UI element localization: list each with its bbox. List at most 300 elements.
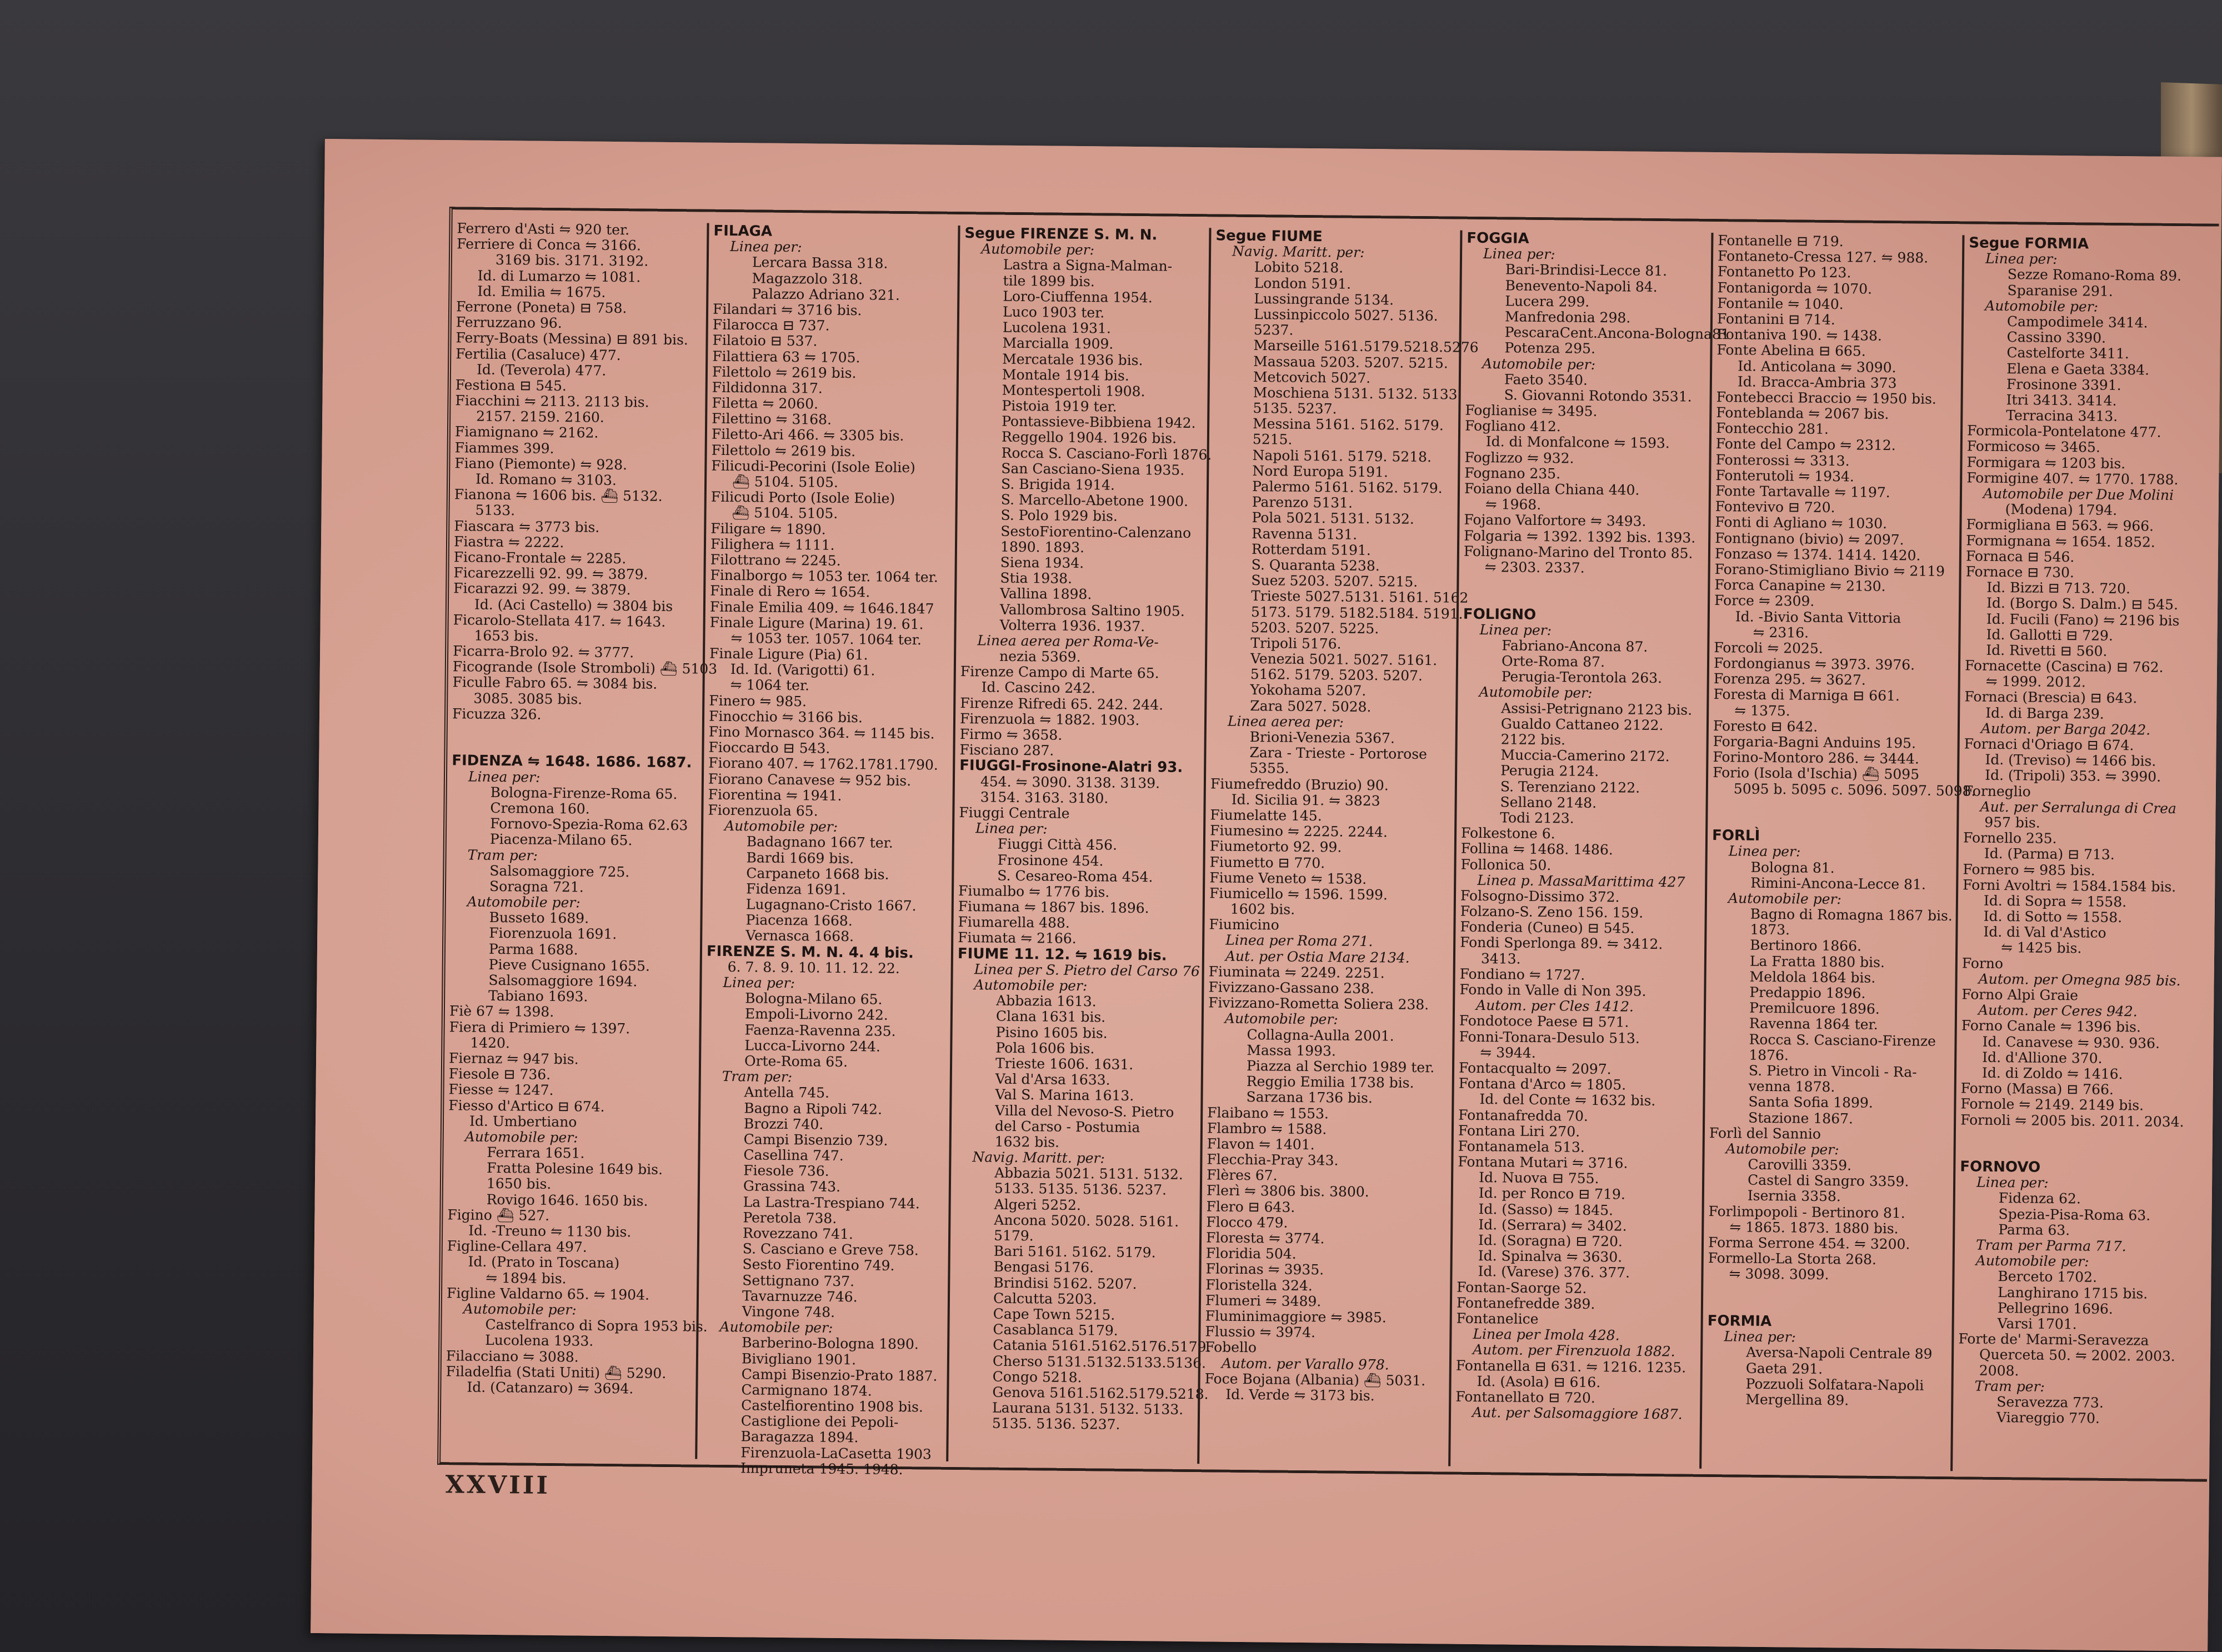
index-entry: Fondo in Valle di Non 395. xyxy=(1459,981,1647,999)
index-entry: Ficulle Fabro 65. ⇋ 3084 bis. xyxy=(452,674,658,693)
index-entry: Ferruzzano 96. xyxy=(456,314,562,332)
index-entry: Id. (Sasso) ⇋ 1845. xyxy=(1478,1200,1614,1218)
index-entry: Flocco 479. xyxy=(1206,1214,1288,1231)
index-entry: Filetta ⇋ 2060. xyxy=(712,394,819,412)
index-column-6 xyxy=(1699,232,1976,1471)
index-entry: Tram per: xyxy=(1974,1378,2045,1395)
index-entry: Id. (Treviso) ⇋ 1466 bis. xyxy=(1985,751,2156,769)
index-entry: Fornoli ⇋ 2005 bis. 2011. 2034. xyxy=(1960,1111,2184,1130)
index-heading: FOLIGNO xyxy=(1463,605,1537,623)
index-entry: Linea per: xyxy=(468,768,541,785)
index-entry: Fonzaso ⇋ 1374. 1414. 1420. xyxy=(1714,545,1921,564)
index-entry: Figino ⛴ 527. xyxy=(447,1207,550,1224)
index-entry: Querceta 50. ⇋ 2002. 2003. xyxy=(1979,1346,2175,1365)
index-entry: Santa Sofia 1899. xyxy=(1748,1093,1873,1112)
index-entry: nezia 5369. xyxy=(999,648,1081,665)
index-entry: Fildidonna 317. xyxy=(712,379,823,397)
index-entry: Folzano-S. Zeno 156. 159. xyxy=(1460,903,1644,921)
index-entry: 2122 bis. xyxy=(1500,731,1566,748)
index-entry: Filarocca ⊟ 737. xyxy=(712,316,830,334)
index-entry: Firmo ⇋ 3658. xyxy=(959,726,1063,743)
index-entry: Stia 1938. xyxy=(1000,569,1073,587)
index-heading: Segue FORMIA xyxy=(1969,234,2089,253)
index-entry: 3154. 3163. 3180. xyxy=(980,789,1109,807)
index-entry: Flères 67. xyxy=(1207,1167,1278,1184)
index-entry: Fiumetorto 92. 99. xyxy=(1209,838,1342,855)
index-entry: Filattiera 63 ⇋ 1705. xyxy=(712,348,860,366)
index-entry: Fonterutoli ⇋ 1934. xyxy=(1715,467,1854,485)
index-entry: Fabriano-Ancona 87. xyxy=(1502,637,1648,655)
index-entry: del Carso - Postumia xyxy=(994,1118,1140,1135)
index-entry: Bengasi 5176. xyxy=(993,1259,1094,1276)
index-entry: Fiumesino ⇋ 2225. 2244. xyxy=(1209,822,1388,840)
index-entry: Flero ⊟ 643. xyxy=(1206,1198,1295,1215)
index-entry: Sezze Romano-Roma 89. xyxy=(2007,266,2182,284)
index-entry: Linea per: xyxy=(1724,1328,1796,1345)
index-entry: Fino Mornasco 364. ⇋ 1145 bis. xyxy=(708,723,935,742)
index-entry: Linea per: xyxy=(730,238,802,256)
index-entry: Val d'Arsa 1633. xyxy=(995,1070,1110,1088)
index-entry: Fiera di Primiero ⇋ 1397. xyxy=(449,1018,630,1037)
index-entry: Id. di Zoldo ⇋ 1416. xyxy=(1981,1064,2123,1083)
index-entry: 1653 bis. xyxy=(474,627,539,644)
index-entry: Pola 1606 bis. xyxy=(995,1039,1095,1057)
index-entry: Tram per Parma 717. xyxy=(1975,1237,2126,1255)
index-entry: Ficarezzelli 92. 99. ⇋ 3879. xyxy=(453,564,648,583)
index-entry: London 5191. xyxy=(1254,274,1352,292)
index-entry: Id. Verde ⇋ 3173 bis. xyxy=(1225,1386,1375,1404)
index-entry: Pozzuoli Solfatara-Napoli xyxy=(1745,1375,1924,1394)
index-entry: Todi 2123. xyxy=(1500,809,1574,827)
index-heading: FILAGA xyxy=(713,222,773,240)
index-entry: Linea per: xyxy=(1483,246,1555,263)
index-entry: Fiorano Canavese ⇋ 952 bis. xyxy=(708,770,912,789)
index-entry: Figline Valdarno 65. ⇋ 1904. xyxy=(446,1284,650,1303)
index-entry: Carpaneto 1668 bis. xyxy=(746,865,889,883)
index-entry: Baragazza 1894. xyxy=(740,1428,859,1446)
index-entry: ⇋ 1894 bis. xyxy=(486,1269,567,1286)
index-entry: 5237. xyxy=(1253,322,1294,338)
index-entry: Casablanca 5179. xyxy=(993,1321,1118,1339)
index-entry: Id. (Varese) 376. 377. xyxy=(1478,1263,1630,1281)
index-entry: Filatoio ⊟ 537. xyxy=(712,332,818,349)
index-entry: Spezia-Pisa-Roma 63. xyxy=(1998,1205,2151,1224)
index-entry: Forgaria-Bagni Anduins 195. xyxy=(1713,733,1916,752)
index-entry: Automobile per: xyxy=(467,893,580,911)
index-entry: Tram per: xyxy=(467,847,538,864)
index-entry: 5135. 5136. 5237. xyxy=(992,1415,1120,1433)
index-entry: Rovigo 1646. 1650 bis. xyxy=(486,1191,648,1209)
index-entry: ⇋ 1375. xyxy=(1734,702,1790,719)
index-entry: Filettolo ⇋ 2619 bis. xyxy=(711,442,856,459)
index-entry: Fivizzano-Rometta Soliera 238. xyxy=(1208,994,1429,1013)
index-entry: S. Brigida 1914. xyxy=(1000,475,1115,493)
spacer xyxy=(1463,575,1708,593)
index-entry: Fornacette (Cascina) ⊟ 762. xyxy=(1964,657,2164,675)
index-entry: Fiesso d'Artico ⊟ 674. xyxy=(448,1097,605,1115)
index-entry: Fordongianus ⇋ 3973. 3976. xyxy=(1713,655,1915,673)
index-entry: Foce Bojana (Albania) ⛴ 5031. xyxy=(1204,1370,1426,1389)
index-entry: Formigliana ⊟ 563. ⇋ 966. xyxy=(1966,516,2154,535)
index-entry: Fonterossi ⇋ 3313. xyxy=(1715,451,1850,469)
index-entry: Automobile per: xyxy=(974,977,1088,994)
index-entry: Nord Europa 5191. xyxy=(1252,462,1389,480)
index-entry: Formigine 407. ⇋ 1770. 1788. xyxy=(1966,469,2179,488)
index-entry: Id. Emilia ⇋ 1675. xyxy=(477,283,606,301)
index-entry: Zara - Trieste - Portorose xyxy=(1249,744,1428,763)
index-entry: Id. di Val d'Astico xyxy=(1983,923,2106,942)
index-entry: Mercatale 1936 bis. xyxy=(1002,351,1143,368)
index-entry: Fontaniva 190. ⇋ 1438. xyxy=(1716,326,1883,344)
index-entry: 454. ⇋ 3090. 3138. 3139. xyxy=(980,773,1160,792)
index-entry: Busseto 1689. xyxy=(489,909,589,927)
index-entry: ⛴ 5104. 5105. xyxy=(732,504,838,522)
book-page xyxy=(311,139,2222,1651)
index-entry: Isernia 3358. xyxy=(1747,1188,1841,1205)
index-entry: Tavarnuzze 746. xyxy=(742,1288,858,1305)
index-entry: 5179. xyxy=(993,1227,1034,1244)
index-entry: Pieve Cusignano 1655. xyxy=(488,956,650,974)
index-entry: Finale di Rero ⇋ 1654. xyxy=(710,583,870,600)
index-column-2 xyxy=(695,222,958,1478)
index-entry: Campodimele 3414. xyxy=(2006,313,2148,331)
index-entry: Follonica 50. xyxy=(1460,856,1552,873)
index-entry: Siena 1934. xyxy=(1000,554,1084,572)
index-entry: Fornello 235. xyxy=(1963,829,2057,847)
index-entry: Formello-La Storta 268. xyxy=(1708,1250,1877,1268)
index-entry: Linea per: xyxy=(1728,843,1801,860)
index-entry: Fivizzano-Gassano 238. xyxy=(1208,979,1375,997)
index-entry: Automobile per Due Molini xyxy=(1983,485,2174,503)
index-entry: Fiuggi Città 456. xyxy=(997,835,1118,854)
index-entry: Laurana 5131. 5132. 5133. xyxy=(992,1399,1184,1418)
index-entry: Mergellina 89. xyxy=(1745,1391,1849,1409)
index-entry: Autom. per Varallo 978. xyxy=(1221,1355,1389,1373)
index-entry: Id. (Soragna) ⊟ 720. xyxy=(1478,1232,1623,1250)
index-entry: Cremona 160. xyxy=(490,799,590,817)
index-entry: Finale Ligure (Marina) 19. 61. xyxy=(709,614,924,633)
index-entry: Linea per: xyxy=(1479,621,1552,638)
index-entry: Finale Emilia 409. ⇋ 1646.1847 xyxy=(709,598,934,617)
index-entry: Massa 1993. xyxy=(1247,1042,1337,1059)
index-entry: Montespertoli 1908. xyxy=(1002,382,1145,400)
index-entry: Forcoli ⇋ 2025. xyxy=(1714,639,1823,657)
index-entry: Bologna 81. xyxy=(1750,859,1835,876)
index-entry: Filicudi-Pecorini (Isole Eolie) xyxy=(711,457,916,476)
index-entry: Congo 5218. xyxy=(992,1368,1082,1385)
index-entry: (Modena) 1794. xyxy=(2005,501,2118,519)
index-entry: Fidenza 62. xyxy=(1998,1190,2081,1207)
index-entry: Id. Rivetti ⊟ 560. xyxy=(1986,642,2108,659)
index-entry: Catania 5161.5162.5176.5179. xyxy=(993,1336,1211,1355)
index-entry: Id. di Barga 239. xyxy=(1985,704,2104,722)
index-heading: Segue FIUME xyxy=(1215,227,1323,246)
index-entry: Massaua 5203. 5207. 5215. xyxy=(1253,353,1448,371)
index-entry: Napoli 5161. 5179. 5218. xyxy=(1252,447,1432,465)
index-heading: FOGGIA xyxy=(1467,229,1529,247)
index-entry: Sarzana 1736 bis. xyxy=(1246,1089,1373,1107)
index-entry: ⇋ 3944. xyxy=(1480,1044,1536,1061)
index-entry: Vallombrosa Saltino 1905. xyxy=(999,601,1185,619)
index-entry: Antella 745. xyxy=(744,1084,830,1102)
index-entry: Yokohama 5207. xyxy=(1250,682,1367,699)
index-entry: Forino-Montoro 286. ⇋ 3444. xyxy=(1713,749,1920,767)
index-entry: Id. -Treuno ⇋ 1130 bis. xyxy=(468,1222,632,1240)
index-entry: Autom. per Barga 2042. xyxy=(1980,720,2151,738)
index-entry: Abbazia 5021. 5131. 5132. xyxy=(994,1164,1183,1183)
index-entry: Filighera ⇋ 1111. xyxy=(710,535,835,553)
index-entry: 3169 bis. 3171. 3192. xyxy=(495,252,649,269)
index-entry: Aut. per Salsomaggiore 1687. xyxy=(1472,1404,1683,1423)
index-entry: Seravezza 773. xyxy=(1996,1393,2104,1411)
index-entry: Fontanefredde 389. xyxy=(1456,1294,1595,1312)
index-entry: 1420. xyxy=(470,1034,511,1052)
index-column-1 xyxy=(445,220,718,1459)
index-entry: Fontevivo ⊟ 720. xyxy=(1715,498,1835,516)
index-entry: Fontana d'Arco ⇋ 1805. xyxy=(1458,1075,1627,1093)
index-entry: Fiastra ⇋ 2222. xyxy=(453,533,564,550)
index-entry: Potenza 295. xyxy=(1504,339,1596,357)
index-heading: FORLÌ xyxy=(1711,827,1760,844)
index-entry: Tripoli 5176. xyxy=(1250,634,1342,652)
index-entry: Id. Gallotti ⊟ 729. xyxy=(1986,626,2114,644)
index-entry: Fiorentina ⇋ 1941. xyxy=(708,786,842,804)
index-entry: Fojano Valfortore ⇋ 3493. xyxy=(1464,512,1647,530)
index-entry: Sesto Fiorentino 749. xyxy=(742,1256,895,1274)
index-entry: Rocca S. Casciano-Forlì 1876. xyxy=(1001,444,1212,463)
spacer xyxy=(1708,1282,1952,1300)
index-entry: Id. Bracca-Ambria 373 xyxy=(1737,373,1897,391)
index-entry: Lastra a Signa-Malman- xyxy=(1003,257,1173,275)
index-entry: Flambro ⇋ 1588. xyxy=(1207,1120,1327,1138)
index-entry: Linea per Imola 428. xyxy=(1473,1326,1620,1344)
index-entry: La Lastra-Trespiano 744. xyxy=(743,1193,920,1212)
index-entry: Campi Bisenzio 739. xyxy=(743,1131,888,1149)
index-entry: Foglizzo ⇋ 932. xyxy=(1464,449,1574,467)
index-entry: 1602 bis. xyxy=(1230,900,1295,918)
index-entry: Piazza al Serchio 1989 ter. xyxy=(1246,1057,1435,1076)
index-entry: 5215. xyxy=(1252,431,1293,448)
index-entry: Cherso 5131.5132.5133.5136. xyxy=(992,1353,1207,1371)
index-entry: S. Giovanni Rotondo 3531. xyxy=(1504,387,1692,405)
index-entry: 1873. xyxy=(1750,921,1790,938)
index-entry: Automobile per: xyxy=(1728,890,1842,908)
index-entry: Fontanigorda ⇋ 1070. xyxy=(1717,279,1873,297)
index-entry: Fontanile ⇋ 1040. xyxy=(1717,294,1844,313)
index-entry: Loro-Ciuffenna 1954. xyxy=(1003,288,1153,306)
index-entry: ⇋ 3098. 3099. xyxy=(1729,1265,1829,1283)
index-entry: S. Cesareo-Roma 454. xyxy=(997,867,1153,885)
index-entry: Parma 63. xyxy=(1998,1221,2070,1239)
index-entry: 3413. xyxy=(1480,950,1521,967)
index-entry: Fonteblanda ⇋ 2067 bis. xyxy=(1716,404,1889,423)
index-entry: S. Quaranta 5238. xyxy=(1251,556,1380,574)
index-entry: Fonte Abelina ⊟ 665. xyxy=(1716,342,1866,359)
index-entry: Flaibano ⇋ 1553. xyxy=(1207,1104,1329,1122)
index-entry: Formicola-Pontelatone 477. xyxy=(1966,422,2161,441)
index-entry: Pellegrino 1696. xyxy=(1997,1299,2113,1317)
index-entry: Forno Canale ⇋ 1396 bis. xyxy=(1961,1017,2141,1035)
index-entry: Foglianise ⇋ 3495. xyxy=(1465,402,1598,420)
index-entry: Tabiano 1693. xyxy=(488,988,588,1005)
index-entry: Ferry-Boats (Messina) ⊟ 891 bis. xyxy=(456,329,688,348)
index-entry: Foresto ⊟ 642. xyxy=(1713,717,1818,735)
index-entry: Orte-Roma 65. xyxy=(744,1053,848,1070)
index-heading: Segue FIRENZE S. M. N. xyxy=(964,225,1158,244)
index-entry: Fornace ⊟ 730. xyxy=(1965,563,2075,581)
index-entry: Vernasca 1668. xyxy=(745,927,854,945)
index-entry: Lobito 5218. xyxy=(1254,259,1344,276)
index-entry: Palazzo Adriano 321. xyxy=(752,286,900,303)
index-entry: Bari-Brindisi-Lecce 81. xyxy=(1505,261,1668,279)
index-entry: Fioccardo ⊟ 543. xyxy=(708,739,830,757)
index-entry: Barberino-Bologna 1890. xyxy=(742,1334,919,1353)
index-entry: 1890. 1893. xyxy=(1000,538,1085,555)
index-entry: 1876. xyxy=(1749,1047,1789,1064)
index-entry: Varsi 1701. xyxy=(1997,1315,2077,1333)
index-entry: Marcialla 1909. xyxy=(1002,335,1114,352)
index-entry: Pola 5021. 5131. 5132. xyxy=(1252,509,1414,528)
index-entry: ⇋ 2316. xyxy=(1753,624,1809,641)
index-entry: Fornovo-Spezia-Roma 62.63 xyxy=(490,815,688,834)
index-entry: 5355. xyxy=(1249,760,1289,777)
index-entry: Ficano-Frontale ⇋ 2285. xyxy=(453,549,627,567)
index-entry: Ferrone (Poneta) ⊟ 758. xyxy=(456,298,627,317)
index-entry: Trieste 1606. 1631. xyxy=(995,1055,1134,1073)
index-entry: Itri 3413. 3414. xyxy=(2006,391,2117,409)
index-entry: Montale 1914 bis. xyxy=(1002,366,1129,384)
index-entry: Cassino 3390. xyxy=(2006,329,2106,346)
index-entry: Finero ⇋ 985. xyxy=(709,692,807,709)
index-entry: 5095 b. 5095 c. 5096. 5097. 5098. xyxy=(1733,780,1976,799)
index-entry: Tram per: xyxy=(722,1068,793,1085)
index-entry: Venezia 5021. 5027. 5161. xyxy=(1250,650,1438,669)
index-entry: Aversa-Napoli Centrale 89 xyxy=(1746,1344,1933,1363)
index-frame xyxy=(437,207,2219,1481)
index-entry: S. Casciano e Greve 758. xyxy=(742,1240,919,1259)
index-entry: Fontebecci Braccio ⇋ 1950 bis. xyxy=(1716,388,1936,407)
index-entry: Fontanelle ⊟ 719. xyxy=(1718,232,1844,250)
index-entry: Filottrano ⇋ 2245. xyxy=(710,551,841,569)
index-entry: Id. di Monfalcone ⇋ 1593. xyxy=(1485,433,1670,452)
index-entry: Automobile per: xyxy=(1224,1010,1338,1028)
index-entry: Impruneta 1945. 1948. xyxy=(740,1460,903,1478)
index-entry: Fornaci (Brescia) ⊟ 643. xyxy=(1964,688,2138,707)
index-entry: Zara 5027. 5028. xyxy=(1250,697,1372,715)
index-entry: S. Polo 1929 bis. xyxy=(1000,507,1118,525)
index-entry: Ficuzza 326. xyxy=(452,705,542,723)
index-entry: Piacenza 1668. xyxy=(745,912,853,929)
index-entry: 5135. 5237. xyxy=(1253,400,1337,417)
index-column-7 xyxy=(1950,235,2218,1473)
index-entry: Fiumefreddo (Bruzio) 90. xyxy=(1210,775,1389,793)
index-entry: Genova 5161.5162.5179.5218. xyxy=(992,1384,1209,1403)
index-entry: Automobile per: xyxy=(1482,355,1596,373)
index-entry: Faenza-Ravenna 235. xyxy=(744,1021,896,1039)
index-entry: Castelforte 3411. xyxy=(2006,344,2129,362)
index-entry: ⇋ 1425 bis. xyxy=(2001,939,2082,957)
index-entry: S. Pietro in Vincoli - Ra- xyxy=(1748,1062,1917,1080)
index-entry: Fiammes 399. xyxy=(454,439,554,457)
index-entry: Bardi 1669 bis. xyxy=(746,849,854,867)
index-entry: Parenzo 5131. xyxy=(1252,494,1353,511)
index-entry: Castiglione dei Pepoli- xyxy=(740,1413,899,1431)
index-entry: Lussingrande 5134. xyxy=(1254,290,1394,308)
index-entry: Fiuggi Centrale xyxy=(959,804,1070,822)
index-entry: Fiumalbo ⇋ 1776 bis. xyxy=(958,882,1110,900)
index-entry: Suez 5203. 5207. 5215. xyxy=(1251,572,1418,590)
index-entry: Faeto 3540. xyxy=(1504,371,1588,388)
index-entry: Fonni-Tonara-Desulo 513. xyxy=(1459,1028,1640,1047)
index-entry: Piacenza-Milano 65. xyxy=(489,831,633,849)
index-entry: Sparanise 291. xyxy=(2007,282,2113,299)
index-entry: ⇋ 1999. 2012. xyxy=(1985,673,2086,690)
index-entry: Brindisi 5162. 5207. xyxy=(993,1274,1137,1292)
index-entry: Automobile per: xyxy=(724,818,838,835)
index-entry: Fiacchini ⇋ 2113. 2113 bis. xyxy=(455,392,649,411)
index-entry: Vingone 748. xyxy=(742,1303,835,1320)
index-entry: Fontanetto Po 123. xyxy=(1717,263,1851,281)
index-entry: Linea per: xyxy=(975,820,1048,837)
index-entry: Filadelfia (Stati Uniti) ⛴ 5290. xyxy=(446,1363,667,1381)
index-entry: Id. Spinalva ⇋ 3630. xyxy=(1478,1248,1623,1265)
index-entry: Messina 5161. 5162. 5179. xyxy=(1253,415,1444,434)
index-entry: Floridia 504. xyxy=(1205,1245,1297,1263)
index-entry: Fornero ⇋ 985 bis. xyxy=(1963,860,2095,879)
spacer xyxy=(452,722,697,739)
index-column-4 xyxy=(1197,227,1479,1466)
index-entry: Fogliano 412. xyxy=(1464,417,1561,435)
index-entry: Reggio Emilia 1738 bis. xyxy=(1246,1073,1414,1092)
index-entry: Stazione 1867. xyxy=(1748,1109,1854,1127)
index-entry: Muccia-Camerino 2172. xyxy=(1500,747,1670,765)
index-entry: Rovezzano 741. xyxy=(742,1225,854,1243)
index-entry: Autom. per Firenzuola 1882. xyxy=(1473,1341,1675,1360)
index-entry: Bologna-Milano 65. xyxy=(745,990,883,1008)
index-entry: Id. Romano ⇋ 3103. xyxy=(475,470,617,489)
index-entry: Fiumelatte 145. xyxy=(1210,807,1322,824)
index-entry: Badagnano 1667 ter. xyxy=(746,833,893,852)
index-entry: Ancona 5020. 5028. 5161. xyxy=(994,1212,1179,1230)
index-entry: Id. Anticolana ⇋ 3090. xyxy=(1738,357,1896,376)
index-entry: Id. per Ronco ⊟ 719. xyxy=(1478,1185,1626,1203)
index-entry: Ferrero d'Asti ⇋ 920 ter. xyxy=(457,220,630,238)
index-entry: Flerì ⇋ 3806 bis. 3800. xyxy=(1206,1182,1369,1200)
index-entry: 957 bis. xyxy=(1984,814,2040,831)
index-entry: SestoFiorentino-Calenzano xyxy=(1000,523,1192,541)
index-entry: Id. (Borgo S. Dalm.) ⊟ 545. xyxy=(1986,595,2179,613)
index-entry: Lugagnano-Cristo 1667. xyxy=(745,896,917,914)
index-entry: 5133. 5135. 5136. 5237. xyxy=(994,1180,1167,1199)
index-entry: Flussio ⇋ 3974. xyxy=(1205,1323,1316,1341)
index-entry: Brozzi 740. xyxy=(743,1115,824,1133)
index-entry: Elena e Gaeta 3384. xyxy=(2006,360,2150,378)
index-entry: Automobile per: xyxy=(464,1128,578,1146)
index-entry: Perugia-Terontola 263. xyxy=(1501,668,1663,687)
index-entry: Forno Alpi Graie xyxy=(1961,986,2079,1004)
index-entry: Fiè 67 ⇋ 1398. xyxy=(449,1003,554,1020)
index-entry: Marseille 5161.5179.5218.5276 xyxy=(1253,337,1479,356)
index-entry: Rotterdam 5191. xyxy=(1251,540,1371,558)
index-entry: ⇋ 1968. xyxy=(1485,496,1542,513)
index-entry: Forca Canapine ⇋ 2130. xyxy=(1714,577,1886,595)
index-entry: Fornaca ⊟ 546. xyxy=(1965,548,2075,565)
index-entry: Id. (Catanzaro) ⇋ 3694. xyxy=(467,1379,634,1397)
index-entry: Filicudi Porto (Isole Eolie) xyxy=(710,488,895,507)
index-entry: Formigara ⇋ 1203 bis. xyxy=(1966,454,2126,472)
index-entry: Salsomaggiore 725. xyxy=(489,862,630,880)
index-column-3 xyxy=(946,225,1212,1464)
